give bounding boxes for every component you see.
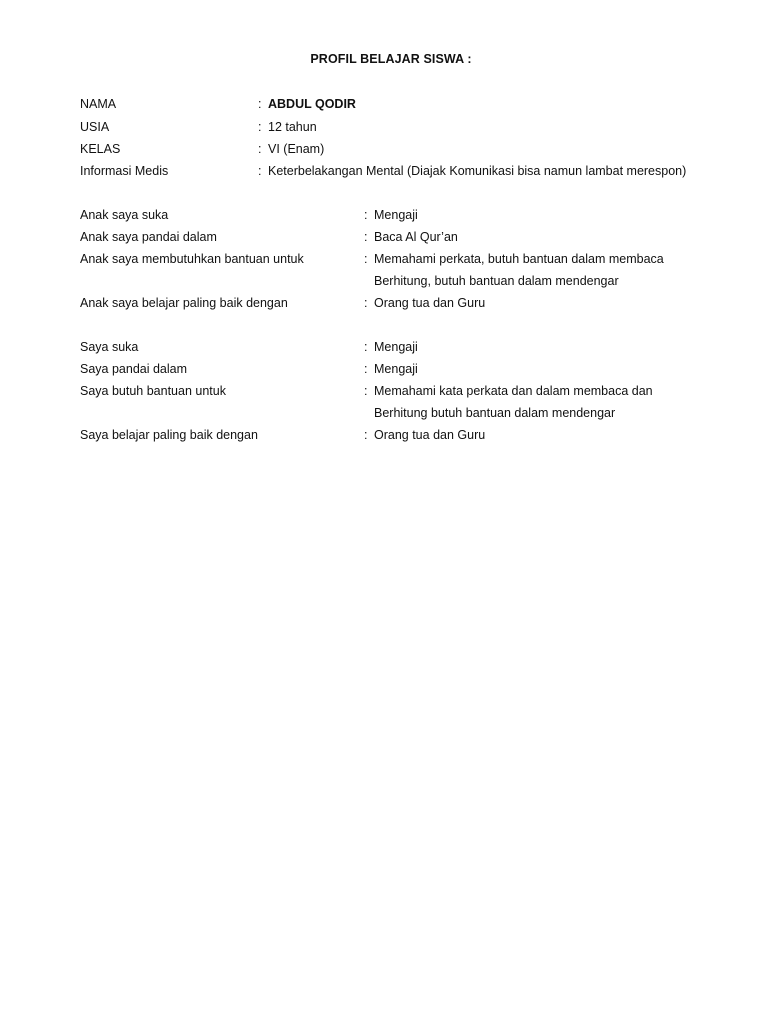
statement-label: Anak saya membutuhkan bantuan untuk: [80, 252, 304, 266]
statement-label: Saya butuh bantuan untuk: [80, 384, 226, 398]
identity-value: Keterbelakangan Mental (Diajak Komunikasi bisa namun lambat merespon): [268, 164, 687, 178]
statement-value: Mengaji: [374, 362, 418, 376]
separator-colon: :: [364, 208, 368, 222]
statement-label: Anak saya belajar paling baik dengan: [80, 296, 288, 310]
separator-colon: :: [364, 362, 368, 376]
statement-value: Orang tua dan Guru: [374, 428, 486, 442]
statement-label: Saya belajar paling baik dengan: [80, 428, 258, 442]
identity-label: KELAS: [80, 142, 121, 156]
identity-label: USIA: [80, 120, 110, 134]
statement-label: Saya pandai dalam: [80, 362, 188, 376]
separator-colon: :: [364, 296, 368, 310]
statement-label: Anak saya suka: [80, 208, 169, 222]
document-title: PROFIL BELAJAR SISWA :: [310, 52, 472, 66]
identity-value: VI (Enam): [268, 142, 325, 156]
statement-value-continuation: Berhitung, butuh bantuan dalam mendengar: [374, 274, 619, 288]
separator-colon: :: [364, 428, 368, 442]
identity-value: 12 tahun: [268, 120, 317, 134]
statement-value: Memahami perkata, butuh bantuan dalam membaca: [374, 252, 664, 266]
statement-value: Mengaji: [374, 208, 418, 222]
separator-colon: :: [364, 384, 368, 398]
statement-value: Baca Al Qur’an: [374, 230, 458, 244]
statement-label: Saya suka: [80, 340, 139, 354]
statement-label: Anak saya pandai dalam: [80, 230, 217, 244]
separator-colon: :: [258, 164, 262, 178]
statement-value: Memahami kata perkata dan dalam membaca dan: [374, 384, 653, 398]
identity-label: NAMA: [80, 97, 117, 111]
separator-colon: :: [364, 340, 368, 354]
statement-value: Orang tua dan Guru: [374, 296, 486, 310]
separator-colon: :: [258, 120, 262, 134]
separator-colon: :: [364, 230, 368, 244]
separator-colon: :: [364, 252, 368, 266]
statement-value-continuation: Berhitung butuh bantuan dalam mendengar: [374, 406, 616, 420]
statement-value: Mengaji: [374, 340, 418, 354]
identity-value: ABDUL QODIR: [268, 97, 356, 111]
separator-colon: :: [258, 142, 262, 156]
identity-label: Informasi Medis: [80, 164, 169, 178]
separator-colon: :: [258, 97, 262, 111]
